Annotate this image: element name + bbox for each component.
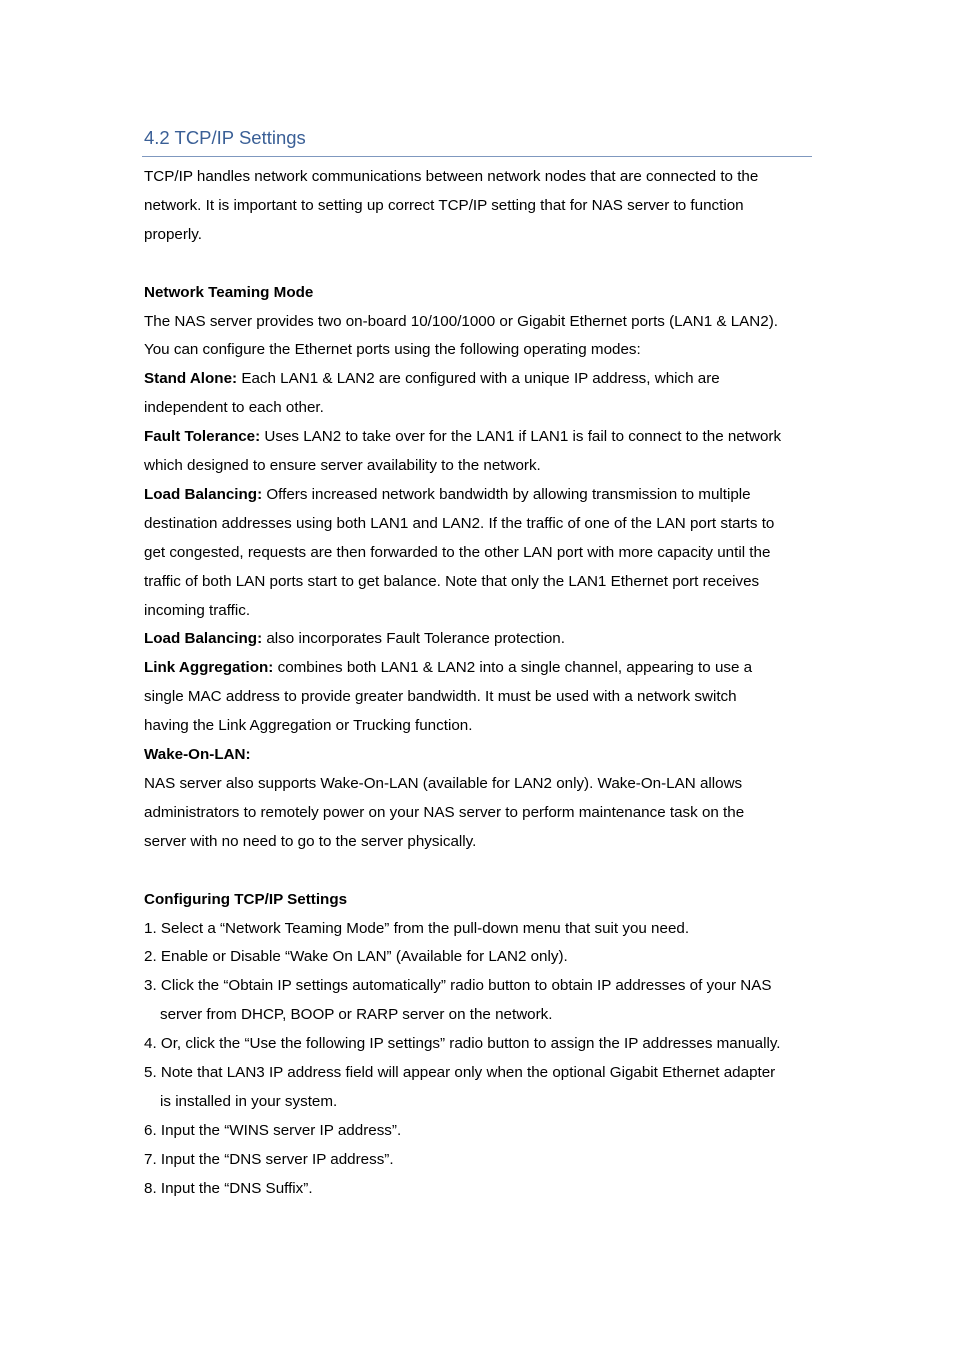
intro-line: TCP/IP handles network communications between network nodes that are connected to the <box>144 168 759 185</box>
config-step: 6. Input the “WINS server IP address”. <box>144 1121 402 1139</box>
config-heading: Configuring TCP/IP Settings <box>144 890 348 908</box>
wol-line: server with no need to go to the server physically. <box>144 832 477 850</box>
spacer <box>144 250 824 279</box>
intro-line: properly. <box>144 225 202 243</box>
section-title: 4.2 TCP/IP Settings <box>144 127 306 148</box>
load-balancing-label: Load Balancing: <box>144 630 263 648</box>
fault-tolerance-line: which designed to ensure server availability to the network. <box>144 457 541 475</box>
load-balancing-label: Load Balancing: <box>144 485 263 503</box>
link-aggregation-item: Link Aggregation: combines both LAN1 & LAN2 into a single channel, appearing to use a <box>144 659 753 677</box>
load-balancing-item: Load Balancing: Offers increased network bandwidth by allowing transmission to multiple <box>144 485 751 503</box>
spacer <box>144 857 824 886</box>
load-balancing-line: incoming traffic. <box>144 601 251 619</box>
config-step: 2. Enable or Disable “Wake On LAN” (Available for LAN2 only). <box>144 948 568 966</box>
stand-alone-line: independent to each other. <box>144 399 324 417</box>
wol-line: NAS server also supports Wake-On-LAN (available for LAN2 only). Wake-On-LAN allows <box>144 775 743 793</box>
config-step: 3. Click the “Obtain IP settings automatically” radio button to obtain IP addresses of your NAS <box>144 977 772 995</box>
config-step: 4. Or, click the “Use the following IP settings” radio button to assign the IP addresses manually. <box>144 1035 781 1053</box>
fault-tolerance-label: Fault Tolerance: <box>144 428 261 446</box>
link-aggregation-line: single MAC address to provide greater bandwidth. It must be used with a network switch <box>144 688 737 706</box>
link-aggregation-label: Link Aggregation: <box>144 659 274 677</box>
stand-alone-label: Stand Alone: <box>144 370 238 388</box>
config-step: 1. Select a “Network Teaming Mode” from the pull-down menu that suit you need. <box>144 919 690 937</box>
wol-heading: Wake-On-LAN: <box>144 746 251 764</box>
section-header <box>144 126 812 155</box>
fault-tolerance-item: Fault Tolerance: Uses LAN2 to take over for the LAN1 if LAN1 is fail to connect to the network <box>144 428 782 446</box>
load-balancing-line: destination addresses using both LAN1 and LAN2. If the traffic of one of the LAN port starts to <box>144 514 775 532</box>
title-underline <box>142 156 812 157</box>
config-step-continuation: is installed in your system. <box>160 1092 338 1110</box>
link-aggregation-line: having the Link Aggregation or Trucking function. <box>144 717 473 735</box>
section-body <box>144 163 824 1204</box>
load-balancing-line: traffic of both LAN ports start to get balance. Note that only the LAN1 Ethernet port receives <box>144 572 760 590</box>
config-step-continuation: server from DHCP, BOOP or RARP server on the network. <box>160 1006 553 1024</box>
teaming-heading: Network Teaming Mode <box>144 283 314 301</box>
intro-line: network. It is important to setting up correct TCP/IP setting that for NAS server to function <box>144 196 744 214</box>
config-step: 5. Note that LAN3 IP address field will appear only when the optional Gigabit Ethernet adapter <box>144 1064 776 1082</box>
config-step: 7. Input the “DNS server IP address”. <box>144 1150 394 1168</box>
teaming-desc-line: The NAS server provides two on-board 10/100/1000 or Gigabit Ethernet ports (LAN1 & LAN2). <box>144 312 778 330</box>
wol-line: administrators to remotely power on your NAS server to perform maintenance task on the <box>144 803 745 821</box>
load-balancing-line: get congested, requests are then forwarded to the other LAN port with more capacity until the <box>144 543 771 561</box>
stand-alone-item: Stand Alone: Each LAN1 & LAN2 are configured with a unique IP address, which are <box>144 370 720 388</box>
teaming-desc-line: You can configure the Ethernet ports using the following operating modes: <box>144 341 641 359</box>
load-balancing-note: Load Balancing: also incorporates Fault Tolerance protection. <box>144 630 565 648</box>
config-step: 8. Input the “DNS Suffix”. <box>144 1179 313 1197</box>
